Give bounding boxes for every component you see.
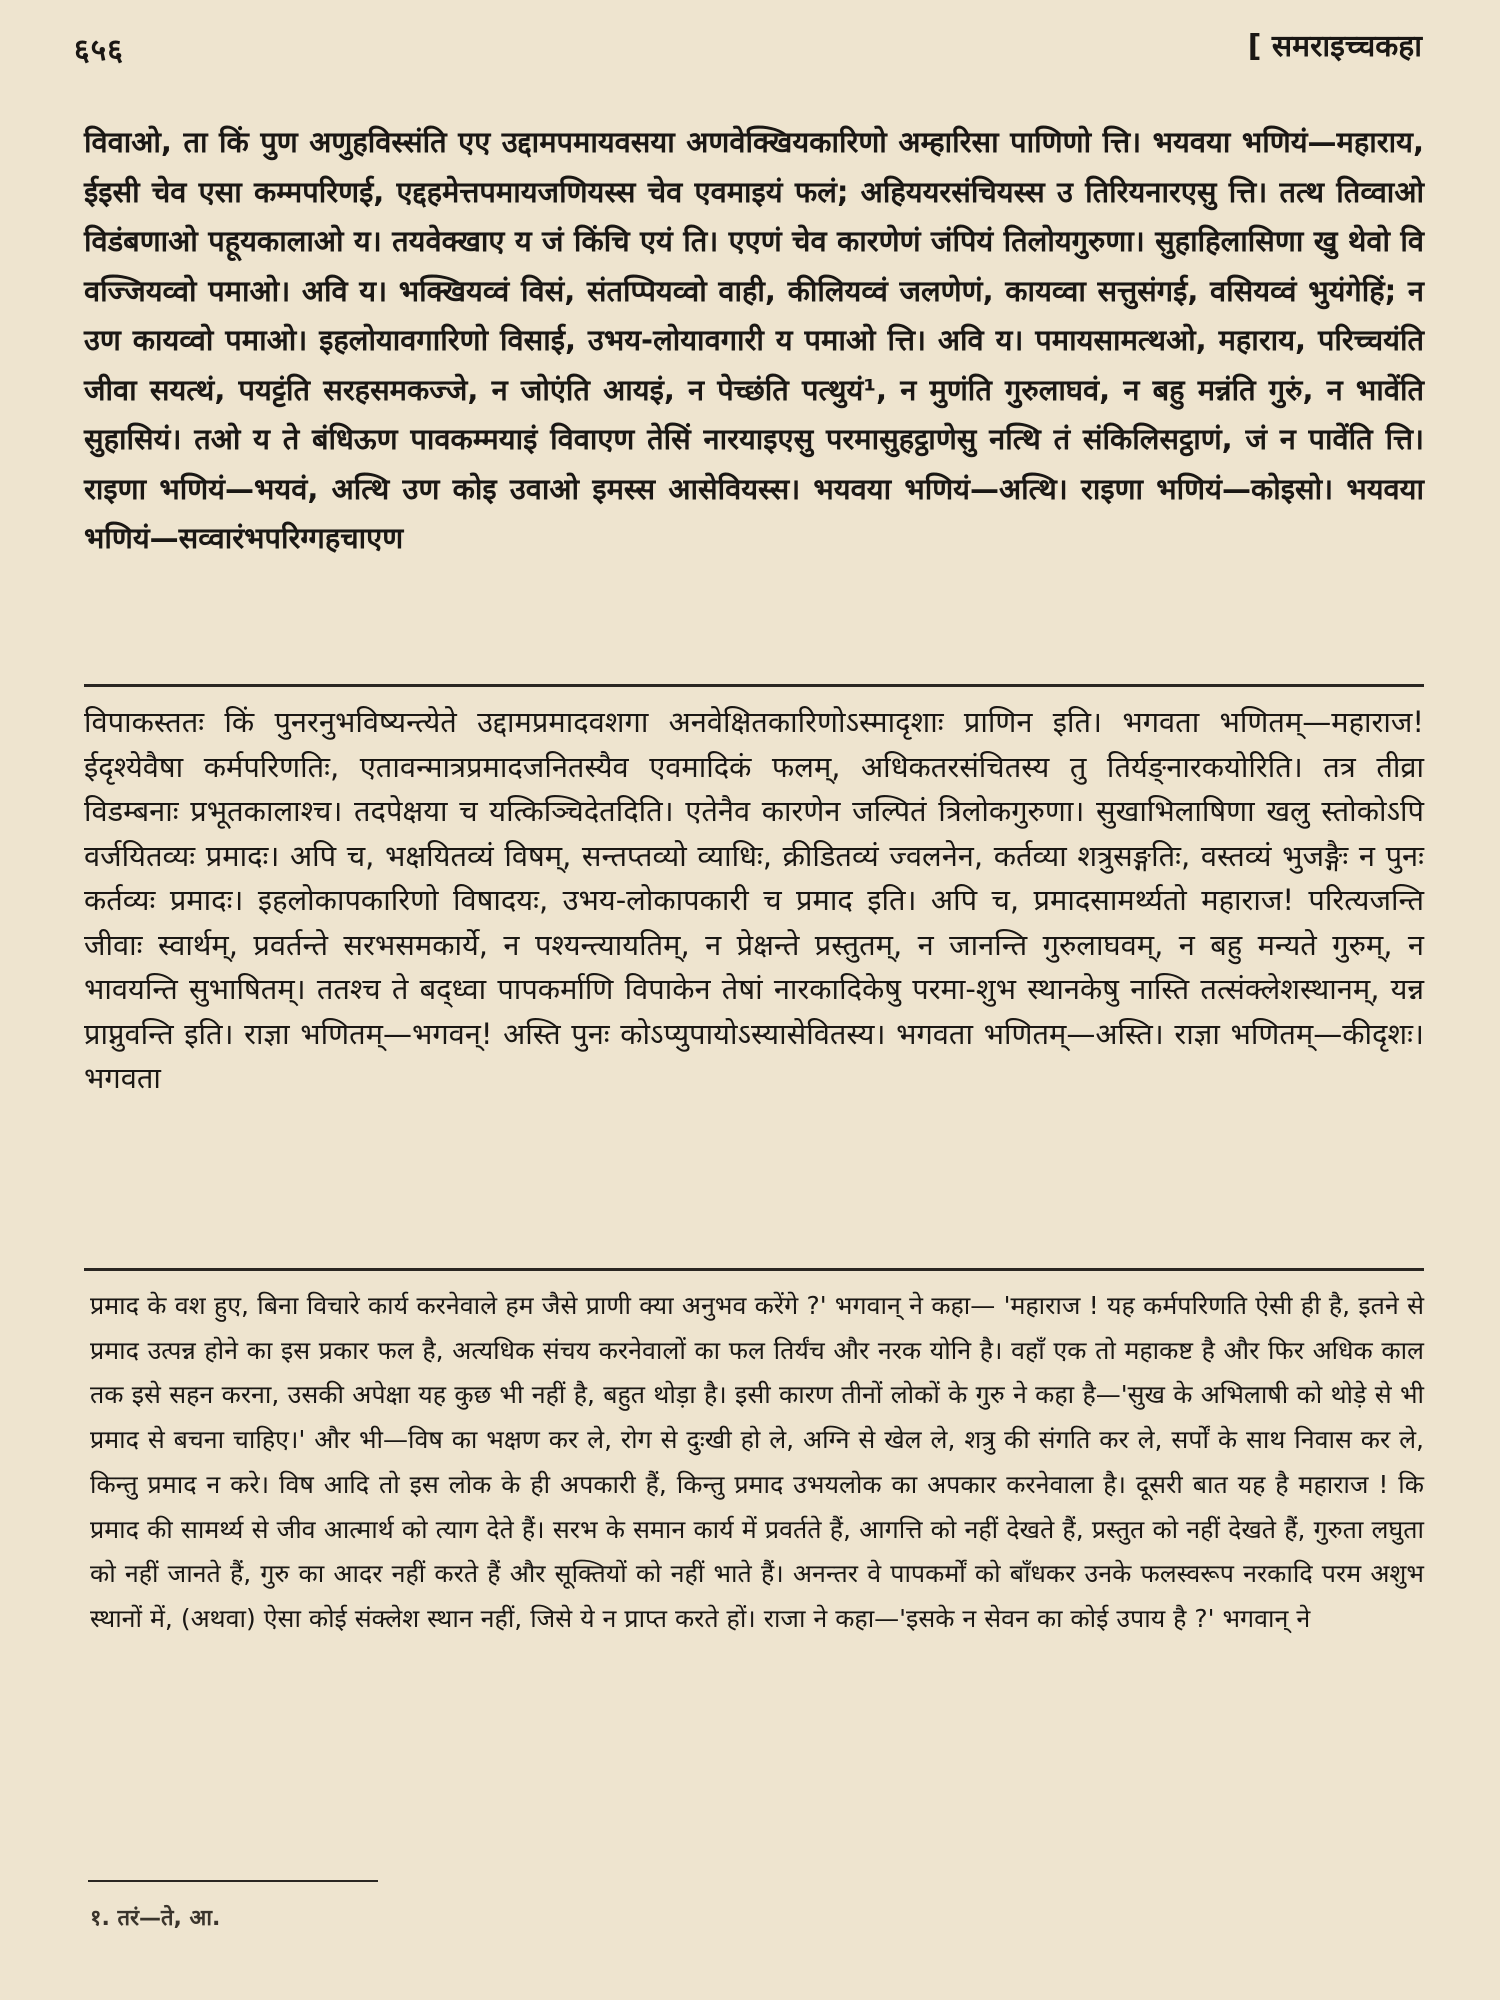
footnote: १. तरं—ते, आ.	[90, 1906, 221, 1931]
section-divider	[84, 1268, 1424, 1271]
sanskrit-paragraph: विपाकस्ततः किं पुनरनुभविष्यन्त्येते उद्दामप्रमादवशगा अनवेक्षितकारिणोऽस्मादृशाः प्राणिन इति। भगवता भणितम्—महाराज! ईदृश्येवैषा कर्मपरिणतिः, एतावन्मात्रप्रमादजनितस्यैव एवमादिकं फलम्, अधिकतरसंचितस्य तु तिर्यङ्नारकयोरिति। तत्र तीव्रा विडम्बनाः प्रभूतकालाश्च। तदपेक्षया च यत्किञ्चिदेतदिति। एतेनैव कारणेन जल्पितं त्रिलोकगुरुणा। सुखाभिलाषिणा खलु स्तोकोऽपि वर्जयितव्यः प्रमादः। अपि च, भक्षयितव्यं विषम्, सन्तप्तव्यो व्याधिः, क्रीडितव्यं ज्वलनेन, कर्तव्या शत्रुसङ्गतिः, वस्तव्यं भुजङ्गैः न पुनः कर्तव्यः प्रमादः। इहलोकापकारिणो विषादयः, उभय-लोकापकारी च प्रमाद इति। अपि च, प्रमादसामर्थ्यतो महाराज! परित्यजन्ति जीवाः स्वार्थम्, प्रवर्तन्ते सरभसमकार्ये, न पश्यन्त्यायतिम्, न प्रेक्षन्ते प्रस्तुतम्, न जानन्ति गुरुलाघवम्, न बहु मन्यते गुरुम्, न भावयन्ति सुभाषितम्। ततश्च ते बद्ध्वा पापकर्माणि विपाकेन तेषां नारकादिकेषु परमा-शुभ स्थानकेषु नास्ति तत्संक्लेशस्थानम्, यन्न प्राप्नुवन्ति इति। राज्ञा भणितम्—भगवन्! अस्ति पुनः कोऽप्युपायोऽस्यासेवितस्य। भगवता भणितम्—अस्ति। राज्ञा भणितम्—कीदृशः। भगवता	[84, 705, 1424, 1095]
running-title: [ समराइच्चकहा	[1247, 29, 1422, 64]
footnote-divider	[88, 1880, 378, 1882]
hindi-paragraph: प्रमाद के वश हुए, बिना विचारे कार्य करनेवाले हम जैसे प्राणी क्या अनुभव करेंगे ?' भगवान् ने कहा— 'महाराज ! यह कर्मपरिणति ऐसी ही है, इतने से प्रमाद उत्पन्न होने का इस प्रकार फल है, अत्यधिक संचय करनेवालों का फल तिर्यंच और नरक योनि है। वहाँ एक तो महाकष्ट है और फिर अधिक काल तक इसे सहन करना, उसकी अपेक्षा यह कुछ भी नहीं है, बहुत थोड़ा है। इसी कारण तीनों लोकों के गुरु ने कहा है—'सुख के अभिलाषी को थोड़े से भी प्रमाद से बचना चाहिए।' और भी—विष का भक्षण कर ले, रोग से दुःखी हो ले, अग्नि से खेल ले, शत्रु की संगति कर ले, सर्पों के साथ निवास कर ले, किन्तु प्रमाद न करे। विष आदि तो इस लोक के ही अपकारी हैं, किन्तु प्रमाद उभयलोक का अपकार करनेवाला है। दूसरी बात यह है महाराज ! कि प्रमाद की सामर्थ्य से जीव आत्मार्थ को त्याग देते हैं। सरभ के समान कार्य में प्रवर्तते हैं, आगत्ति को नहीं देखते हैं, प्रस्तुत को नहीं देखते हैं, गुरुता लघुता को नहीं जानते हैं, गुरु का आदर नहीं करते हैं और सूक्तियों को नहीं भाते हैं। अनन्तर वे पापकर्मों को बाँधकर उनके फलस्वरूप नरकादि परम अशुभ स्थानों में, (अथवा) ऐसा कोई संक्लेश स्थान नहीं, जिसे ये न प्राप्त करते हों। राजा ने कहा—'इसके न सेवन का कोई उपाय है ?' भगवान् ने	[90, 1291, 1424, 1633]
page-number: ६५६	[74, 33, 124, 68]
sanskrit-text-block	[84, 700, 1424, 1101]
prakrit-text-block	[84, 118, 1424, 564]
section-divider	[84, 684, 1424, 687]
prakrit-paragraph: विवाओ, ता किं पुण अणुहविस्संति एए उद्दामपमायवसया अणवेक्खियकारिणो अम्हारिसा पाणिणो त्ति। भयवया भणियं—महाराय, ईइसी चेव एसा कम्मपरिणई, एद्दहमेत्तपमायजणियस्स चेव एवमाइयं फलं; अहिययरसंचियस्स उ तिरियनारएसु त्ति। तत्थ तिव्वाओ विडंबणाओ पहूयकालाओ य। तयवेक्खाए य जं किंचि एयं ति। एएणं चेव कारणेणं जंपियं तिलोयगुरुणा। सुहाहिलासिणा खु थेवो वि वज्जियव्वो पमाओ। अवि य। भक्खियव्वं विसं, संतप्पियव्वो वाही, कीलियव्वं जलणेणं, कायव्वा सत्तुसंगई, वसियव्वं भुयंगेहिं; न उण कायव्वो पमाओ। इहलोयावगारिणो विसाई, उभय-लोयावगारी य पमाओ त्ति। अवि य। पमायसामत्थओ, महाराय, परिच्चयंति जीवा सयत्थं, पयट्टंति सरहसमकज्जे, न जोएंति आयइं, न पेच्छंति पत्थुयं¹, न मुणंति गुरुलाघवं, न बहु मन्नंति गुरुं, न भावेंति सुहासियं। तओ य ते बंधिऊण पावकम्मयाइं विवाएण तेसिं नारयाइएसु परमासुहट्ठाणेसु नत्थि तं संकिलिसट्ठाणं, जं न पावेंति त्ति। राइणा भणियं—भयवं, अत्थि उण कोइ उवाओ इमस्स आसेवियस्स। भयवया भणियं—अत्थि। राइणा भणियं—कोइसो। भयवया भणियं—सव्वारंभपरिग्गहचाएण	[84, 125, 1424, 555]
hindi-text-block	[90, 1284, 1424, 1642]
